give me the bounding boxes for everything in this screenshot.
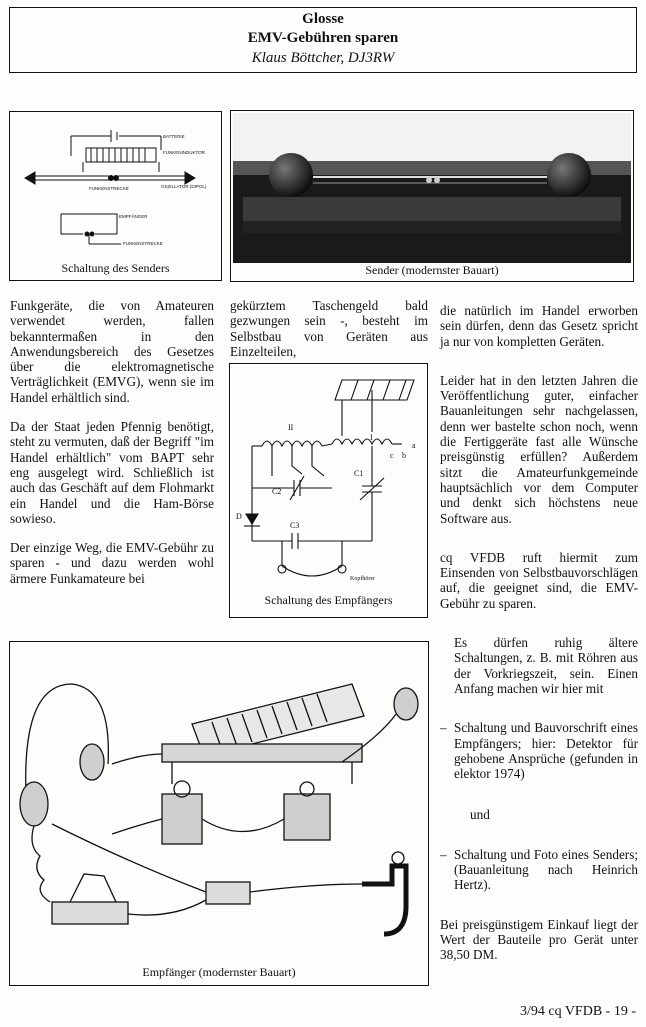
label-empfaenger: EMPFÄNGER xyxy=(119,214,148,219)
sender-schematic-caption: Schaltung des Senders xyxy=(61,261,170,275)
article-author: Klaus Böttcher, DJ3RW xyxy=(251,50,395,66)
label-D: D xyxy=(236,512,242,521)
label-C3: C3 xyxy=(290,521,300,530)
section-kicker: Glosse xyxy=(302,11,344,27)
text-column-3 xyxy=(440,303,638,977)
label-kopfhoerer: Kopfhörer xyxy=(350,576,375,582)
label-coil-II: II xyxy=(288,423,294,432)
paragraph: Es dürfen ruhig ältere Schaltungen, z. B. mit Röhren aus der Vorkriegszeit, sein. Einen Anfang machen wir hier mit xyxy=(454,635,638,696)
label-tap-a: a xyxy=(412,441,416,450)
sender-schematic-figure xyxy=(9,111,222,281)
text-column-1 xyxy=(10,298,214,600)
article-header xyxy=(9,7,637,73)
paragraph: Der einzige Weg, die EMV-Gebühr zu sparen - und dazu werden wohl ärmere Funkamateure bei xyxy=(10,540,214,586)
label-funkenstrecke-2: FUNKENSTRECKE xyxy=(123,241,163,246)
list-dash: – xyxy=(440,846,447,862)
label-tap-b: b xyxy=(402,451,406,460)
paragraph: Bei preisgünstigem Einkauf liegt der Wert der Bauteile pro Gerät unter 38,50 DM. xyxy=(440,916,638,963)
receiver-schematic-diagram xyxy=(232,366,427,591)
paragraph: Da der Staat jeden Pfennig benötigt, steht zu vermuten, daß der Begriff "im Handel erhältlich" vom BAPT sehr eng ausgelegt wird. Schließlich ist auch das Geschäft auf dem Flohmarkt ein Handel und die Ham-Börse sowieso. xyxy=(10,419,214,526)
label-funkenstrecke-1: FUNKENSTRECKE xyxy=(89,186,129,191)
receiver-schematic-figure xyxy=(229,363,428,618)
sender-photo-image xyxy=(233,113,631,263)
label-C2: C2 xyxy=(272,487,282,496)
list-item-text: Schaltung und Foto eines Senders; (Bauanleitung nach Heinrich Hertz). xyxy=(454,846,638,893)
label-coil-I: I xyxy=(370,433,373,442)
paragraph: gekürztem Taschengeld bald gezwungen sein -, besteht im Selbstbau von Geräten aus Einzelteilen, xyxy=(230,298,428,359)
label-C1: C1 xyxy=(354,469,364,478)
list-item xyxy=(440,847,638,893)
list-item xyxy=(440,720,638,781)
sender-photo-caption: Sender (modernster Bauart) xyxy=(365,263,499,277)
sender-schematic-diagram xyxy=(11,114,221,264)
article-title: EMV-Gebühren sparen xyxy=(247,30,399,46)
receiver-schematic-caption: Schaltung des Empfängers xyxy=(264,593,393,607)
paragraph: die natürlich im Handel erworben sein dürfen, denn das Gesetz spricht ja nur von kompletten Geräten. xyxy=(440,303,638,349)
text-column-2 xyxy=(230,298,428,373)
page-footer: 3/94 cq VFDB - 19 - xyxy=(519,1004,636,1019)
paragraph: Leider hat in den letzten Jahren die Veröffentlichung guter, einfacher Bauanleitungen sehr nachgelassen, denn wer bastelte schon noch, wenn die Fertiggeräte fast alle Wünsche preisgünstig erfüllen? Außerdem sitzt die Amateurfunkgemeinde hauptsächlich vor dem Computer und denkt sich höchstens neue Software aus. xyxy=(440,372,638,526)
paragraph: cq VFDB ruft hiermit zum Einsenden von Selbstbauvorschlägen auf, die geeignet sind, die EMV-Gebühr zu sparen. xyxy=(440,549,638,611)
label-funkeninduktor: FUNKENINDUKTOR xyxy=(163,150,205,155)
receiver-drawing-caption: Empfänger (modernster Bauart) xyxy=(142,965,296,979)
label-batterie: BATTERIE xyxy=(163,134,185,139)
label-oszillator: OSZILLATOR (DIPOL) xyxy=(161,184,207,189)
receiver-drawing-image xyxy=(12,644,426,962)
conjunction-text: und xyxy=(470,807,490,823)
paragraph: Funkgeräte, die von Amateuren verwendet werden, fallen bekanntermaßen in den Anwendungsbereich des Gesetzes über die elektromagnetische Verträglichkeit (EMVG), wenn sie im Handel erhältlich sind. xyxy=(10,298,214,405)
list-item-text: Schaltung und Bauvorschrift eines Empfängers; hier: Detektor für gehobene Ansprüche (gefunden in elektor 1974) xyxy=(454,720,638,782)
label-tap-c: c xyxy=(390,451,394,460)
sender-photo-figure xyxy=(230,110,634,282)
receiver-drawing-figure xyxy=(9,641,429,986)
list-dash: – xyxy=(440,720,447,736)
